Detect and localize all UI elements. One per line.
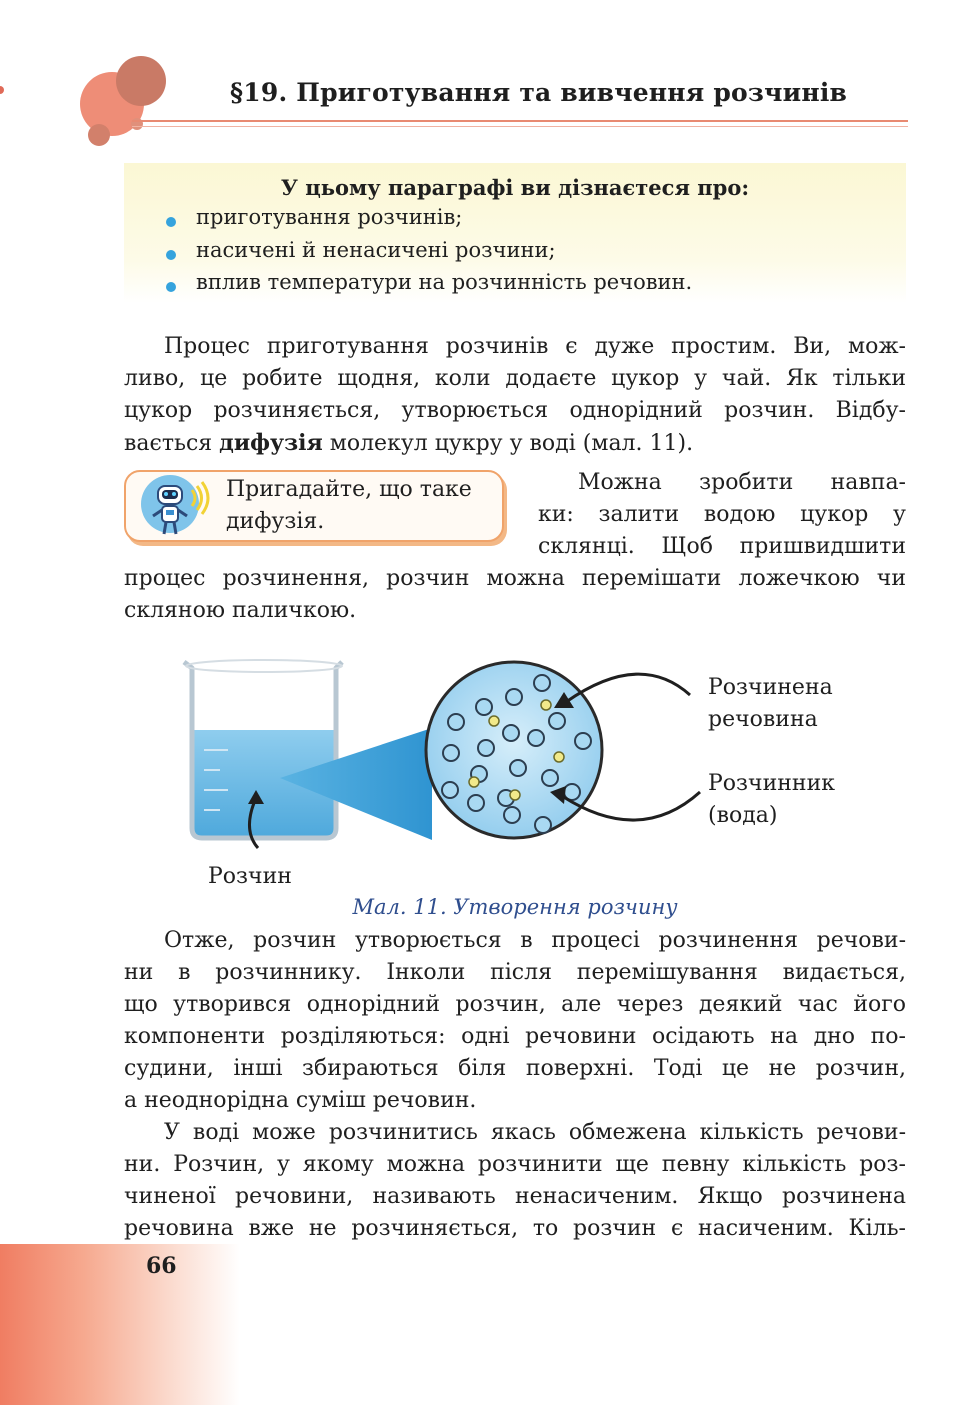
bullet-icon	[166, 217, 176, 227]
paragraph-3-line: Отже, розчин утворюється в процесі розчинення речови-	[164, 928, 906, 953]
paragraph-3-line: а неоднорідна суміш речовин.	[124, 1088, 477, 1113]
solvent-particle	[510, 760, 526, 776]
solute-particle	[469, 777, 479, 787]
solvent-particle	[549, 713, 565, 729]
solvent-particle	[575, 733, 591, 749]
paragraph-2-line: склянці. Щоб пришвидшити	[538, 534, 906, 559]
paragraph-1-line: ливо, це робите щодня, коли додаєте цукор у чай. Як тільки	[124, 366, 906, 391]
corner-decoration	[0, 1244, 240, 1405]
solvent-particle	[442, 782, 458, 798]
solvent-particle	[478, 740, 494, 756]
label-solvent: (вода)	[708, 803, 778, 828]
header-circle-medium	[116, 56, 166, 106]
solute-particle	[489, 716, 499, 726]
reminder-text: дифузія.	[226, 509, 325, 534]
page-number: 66	[146, 1253, 177, 1279]
label-solution: Розчин	[208, 864, 292, 889]
bullet-icon	[166, 282, 176, 292]
figure-caption: Мал. 11. Утворення розчину	[352, 895, 678, 919]
solute-particle	[554, 752, 564, 762]
solvent-particle	[503, 725, 519, 741]
learning-objectives-box	[124, 163, 906, 303]
paragraph-4-line: ни. Розчин, у якому можна розчинити ще певну кількість роз-	[124, 1152, 906, 1177]
paragraph-3-line: ни в розчиннику. Інколи після перемішування видається,	[124, 960, 906, 985]
solvent-particle	[506, 689, 522, 705]
paragraph-1-line: цукор розчиняється, утворюється однорідний розчин. Відбу-	[124, 398, 906, 423]
label-solvent: Розчинник	[708, 771, 835, 796]
reminder-bubble	[124, 470, 504, 542]
solvent-particle	[476, 699, 492, 715]
learning-item: приготування розчинів;	[196, 205, 463, 229]
paragraph-3-line: що утворився однорідний розчин, але через деякий час його	[124, 992, 906, 1017]
header-rule	[132, 120, 908, 122]
paragraph-2-line: скляною паличкою.	[124, 598, 357, 623]
paragraph-2-line: процес розчинення, розчин можна перемішати ложечкою чи	[124, 566, 906, 591]
paragraph-4-line: речовина вже не розчиняється, то розчин є насиченим. Кіль-	[124, 1216, 906, 1241]
learning-objectives-title: У цьому параграфі ви дізнаєтеся про:	[280, 175, 750, 200]
solute-particle	[541, 700, 551, 710]
paragraph-1-line: Процес приготування розчинів є дуже простим. Ви, мож-	[164, 334, 906, 359]
solvent-particle	[542, 770, 558, 786]
learning-item: насичені й ненасичені розчини;	[196, 238, 556, 262]
learning-item: вплив температури на розчинність речовин.	[196, 270, 693, 294]
term-diffusion: дифузія	[219, 430, 323, 456]
solute-particle	[510, 790, 520, 800]
header-rule-thin	[132, 126, 908, 127]
solvent-particle	[534, 675, 550, 691]
paragraph-4-line: У воді може розчинитись якась обмежена кількість речови-	[164, 1120, 906, 1145]
solvent-particle	[504, 807, 520, 823]
paragraph-2-line: Можна зробити навпа-	[578, 470, 906, 495]
paragraph-1-line: вається дифузія молекул цукру у воді (мал. 11).	[124, 430, 694, 456]
solvent-particle	[468, 795, 484, 811]
bullet-icon	[166, 250, 176, 260]
solvent-particle	[535, 817, 551, 833]
solution-figure	[170, 650, 710, 865]
paragraph-2-line: ки: залити водою цукор у	[538, 502, 906, 527]
solvent-particle	[528, 730, 544, 746]
solvent-particle	[448, 714, 464, 730]
paragraph-3-line: компоненти розділяються: одні речовини осідають на дно по-	[124, 1024, 906, 1049]
reminder-text: Пригадайте, що таке	[226, 477, 472, 502]
page-title: §19. Приготування та вивчення розчинів	[230, 78, 848, 107]
label-solute: Розчинена	[708, 675, 833, 700]
label-solute: речовина	[708, 707, 818, 732]
paragraph-4-line: чиненої речовини, називають ненасиченим. Якщо розчинена	[124, 1184, 906, 1209]
robot-icon	[136, 474, 216, 538]
paragraph-3-line: судини, інші збираються біля поверхні. Тоді це не розчин,	[124, 1056, 906, 1081]
solvent-particle	[443, 745, 459, 761]
header-edge-dot	[0, 86, 4, 94]
header-circle-small	[88, 124, 110, 146]
